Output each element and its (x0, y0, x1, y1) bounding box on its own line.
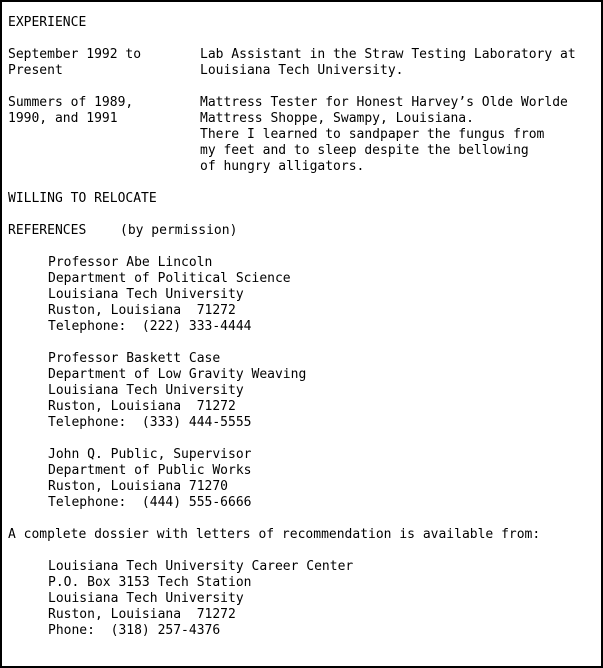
reference-line: Department of Political Science (48, 271, 291, 286)
reference-line: John Q. Public, Supervisor (48, 447, 252, 462)
reference-line: Telephone: (333) 444-5555 (48, 415, 252, 430)
description-line: Lab Assistant in the Straw Testing Laboratory at (200, 47, 576, 62)
reference-line: Department of Public Works (48, 463, 252, 478)
address-line: Phone: (318) 257-4376 (48, 623, 221, 638)
reference-block (8, 351, 601, 431)
date-line: Present (8, 63, 63, 78)
description-line: of hungry alligators. (200, 159, 365, 174)
reference-line: Telephone: (222) 333-4444 (48, 319, 252, 334)
description-line: Mattress Shoppe, Swampy, Louisiana. (200, 111, 474, 126)
relocate-heading: WILLING TO RELOCATE (8, 191, 157, 206)
reference-block (8, 447, 601, 511)
date-line: September 1992 to (8, 47, 142, 62)
reference-line: Telephone: (444) 555-6666 (48, 495, 252, 510)
reference-line: Louisiana Tech University (48, 383, 244, 398)
address-line: Louisiana Tech University Career Center (48, 559, 354, 574)
experience-heading: EXPERIENCE (8, 15, 87, 30)
date-line: 1990, and 1991 (8, 111, 118, 126)
reference-line: Ruston, Louisiana 71270 (48, 479, 229, 494)
description-line: Louisiana Tech University. (200, 63, 404, 78)
reference-line: Professor Baskett Case (48, 351, 221, 366)
references-heading: REFERENCES (8, 223, 87, 238)
address-line: Ruston, Louisiana 71272 (48, 607, 236, 622)
reference-line: Ruston, Louisiana 71272 (48, 303, 236, 318)
references-heading-line (8, 223, 601, 239)
description-line: my feet and to sleep despite the bellowing (200, 143, 529, 158)
experience-entry (8, 47, 601, 79)
description-line: Mattress Tester for Honest Harvey’s Olde Worlde (200, 95, 568, 110)
description-line: There I learned to sandpaper the fungus from (200, 127, 545, 142)
experience-description (200, 95, 568, 175)
reference-block (8, 255, 601, 335)
dossier-address (8, 559, 601, 639)
experience-dates (8, 47, 200, 79)
experience-entry (8, 95, 601, 175)
address-line: Louisiana Tech University (48, 591, 244, 606)
experience-dates (8, 95, 200, 175)
references-note: (by permission) (120, 223, 238, 238)
reference-line: Ruston, Louisiana 71272 (48, 399, 236, 414)
address-line: P.O. Box 3153 Tech Station (48, 575, 252, 590)
reference-line: Department of Low Gravity Weaving (48, 367, 307, 382)
date-line: Summers of 1989, (8, 95, 134, 110)
dossier-text: A complete dossier with letters of recommendation is available from: (8, 527, 541, 542)
reference-line: Louisiana Tech University (48, 287, 244, 302)
reference-line: Professor Abe Lincoln (48, 255, 213, 270)
experience-description (200, 47, 576, 79)
